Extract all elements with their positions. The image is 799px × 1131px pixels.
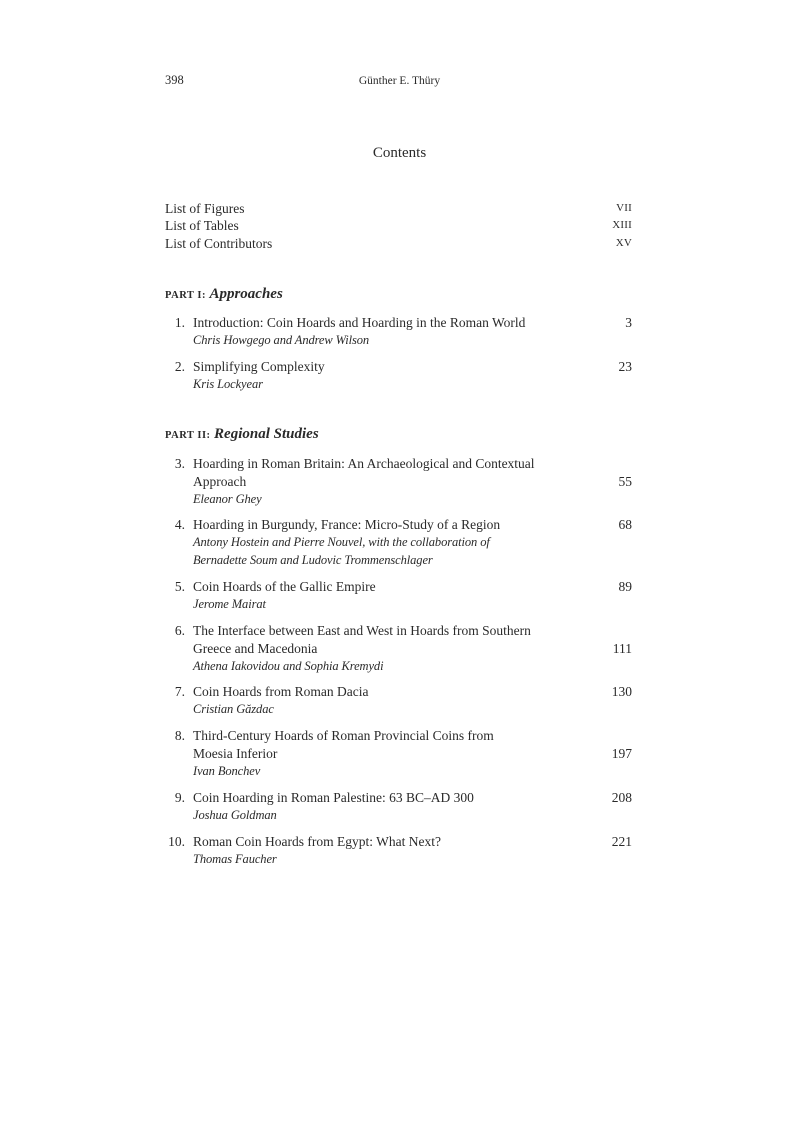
chapter-page: 130 — [611, 684, 632, 699]
toc-chapter-1[interactable] — [155, 314, 632, 350]
chapter-page: 3 — [625, 315, 632, 330]
part-title: Approaches — [209, 286, 283, 302]
chapter-title: Coin Hoards of the Gallic Empire — [193, 579, 376, 594]
toc-entry-list-of-tables[interactable] — [165, 217, 632, 235]
toc-chapter-5[interactable] — [155, 578, 632, 614]
chapter-number: 1. — [174, 315, 185, 330]
chapter-author: Athena Iakovidou and Sophia Kremydi — [193, 658, 384, 673]
entry-label: List of Figures — [165, 201, 245, 216]
chapter-page: 197 — [611, 745, 632, 761]
chapter-title-line-2: Approach — [193, 473, 247, 489]
chapter-author: Joshua Goldman — [193, 807, 277, 822]
chapter-title: Hoarding in Burgundy, France: Micro-Study of a Region — [193, 517, 501, 532]
chapter-page: 208 — [611, 790, 632, 805]
toc-chapter-2[interactable] — [155, 358, 632, 394]
toc-chapter-8[interactable] — [155, 727, 632, 780]
part-title: Regional Studies — [214, 426, 319, 442]
chapter-author: Chris Howgego and Andrew Wilson — [193, 332, 370, 347]
chapter-author: Ivan Bonchev — [193, 763, 261, 778]
toc-entry-list-of-figures[interactable] — [165, 200, 632, 218]
contents-title: Contents — [372, 145, 427, 161]
chapter-author: Cristian Găzdac — [193, 701, 274, 716]
chapter-title-line-2: Greece and Macedonia — [193, 640, 318, 656]
chapter-number: 7. — [174, 684, 185, 699]
chapter-page: 111 — [612, 640, 632, 656]
chapter-author: Kris Lockyear — [193, 376, 263, 391]
chapter-page: 221 — [611, 834, 632, 849]
page-number: 398 — [165, 73, 184, 87]
toc-chapter-4[interactable] — [155, 516, 632, 569]
toc-chapter-9[interactable] — [155, 789, 632, 825]
chapter-page: 23 — [618, 359, 632, 374]
toc-chapter-10[interactable] — [155, 833, 632, 869]
chapter-number: 3. — [174, 456, 185, 471]
chapter-title: Coin Hoarding in Roman Palestine: 63 BC–AD 300 — [193, 790, 474, 805]
chapter-number: 4. — [174, 517, 185, 532]
chapter-title: Introduction: Coin Hoards and Hoarding in the Roman World — [193, 315, 526, 330]
part-prefix: PART I: — [165, 290, 206, 301]
chapter-title-line-1: The Interface between East and West in Hoards from Southern — [193, 623, 531, 638]
chapter-page: 68 — [618, 517, 632, 532]
toc-entry-list-of-contributors[interactable] — [165, 235, 632, 253]
entry-label: List of Tables — [165, 218, 239, 233]
chapter-title: Simplifying Complexity — [193, 359, 325, 374]
entry-label: List of Contributors — [165, 236, 273, 251]
chapter-author-line-1: Antony Hostein and Pierre Nouvel, with the collaboration of — [193, 534, 490, 549]
entry-page: VII — [616, 202, 632, 214]
entry-page: XV — [615, 237, 632, 249]
chapter-page: 89 — [618, 579, 632, 594]
chapter-number: 6. — [174, 623, 185, 638]
chapter-title: Roman Coin Hoards from Egypt: What Next? — [193, 834, 441, 849]
chapter-author: Thomas Faucher — [193, 851, 277, 866]
chapter-title-line-1: Third-Century Hoards of Roman Provincial Coins from — [193, 728, 494, 743]
chapter-author: Jerome Mairat — [193, 596, 266, 611]
chapter-number: 2. — [174, 359, 185, 374]
chapter-number: 5. — [174, 579, 185, 594]
chapter-title-line-2: Moesia Inferior — [193, 745, 278, 761]
running-head: Günther E. Thüry — [358, 75, 441, 87]
chapter-number: 10. — [168, 834, 185, 849]
chapter-author-line-2: Bernadette Soum and Ludovic Trommenschlager — [193, 552, 433, 567]
entry-page: XIII — [612, 219, 632, 231]
toc-chapter-3[interactable] — [155, 455, 632, 508]
chapter-title: Coin Hoards from Roman Dacia — [193, 684, 369, 699]
part-heading-2 — [165, 426, 319, 443]
part-heading-1 — [165, 286, 283, 303]
chapter-number: 9. — [174, 790, 185, 805]
chapter-author: Eleanor Ghey — [193, 491, 262, 506]
part-prefix: PART II: — [165, 430, 211, 441]
chapter-title-line-1: Hoarding in Roman Britain: An Archaeological and Contextual — [193, 456, 535, 471]
chapter-page: 55 — [618, 473, 632, 489]
toc-chapter-7[interactable] — [155, 683, 632, 719]
toc-chapter-6[interactable] — [155, 622, 632, 675]
chapter-number: 8. — [174, 728, 185, 743]
